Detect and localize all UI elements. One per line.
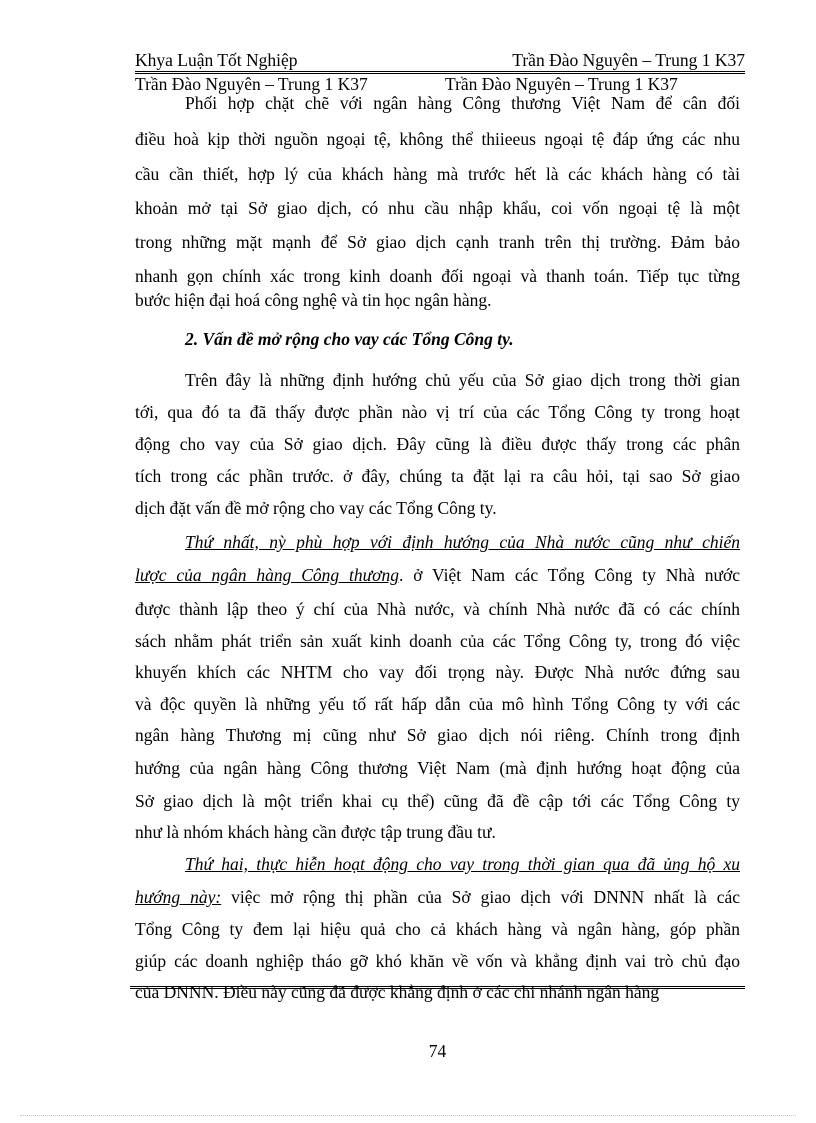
paragraph-line: Trên đây là những định hướng chủ yếu của Sở giao dịch trong thời gian: [185, 370, 740, 390]
paragraph-line: cầu cần thiết, hợp lý của khách hàng mà trước hết là các khách hàng có tài: [135, 164, 740, 184]
paragraph-line: bước hiện đại hoá công nghệ và tin học ngân hàng.: [135, 290, 492, 310]
paragraph-line: sách nhằm phát triển sản xuất kinh doanh của các Tổng Công ty, trong đó việc: [135, 631, 740, 651]
paragraph-line: được thành lập theo ý chí của Nhà nước, và chính Nhà nước đã có các chính: [135, 599, 740, 619]
body-text: việc mở rộng thị phần của Sở giao dịch với DNNN nhất là các: [221, 887, 741, 907]
header-title: Khya Luận Tốt Nghiệp: [135, 50, 298, 70]
paragraph-line: và độc quyền là những yếu tố rất hấp dẫn của mô hình Tổng Công ty với các: [135, 694, 740, 714]
emphasis-text: hướng này:: [135, 887, 222, 907]
paragraph-line: hướng của ngân hàng Công thương Việt Nam (mà định hướng hoạt động của: [135, 758, 740, 778]
paragraph-line: [135, 563, 740, 587]
subheader-author-1: Trần Đào Nguyên – Trung 1 K37: [135, 74, 368, 94]
paragraph-line: Sở giao dịch là một triển khai cụ thể) cũng đã đề cập tới các Tổng Công ty: [135, 791, 740, 811]
paragraph-line: tới, qua đó ta đã thấy được phần nào vị trí của các Tổng Công ty trong hoạt: [135, 402, 740, 422]
paragraph-line: giúp các doanh nghiệp tháo gỡ khó khăn về vốn và khẳng định vai trò chủ đạo: [135, 951, 740, 971]
paragraph-line: Phối hợp chặt chẽ với ngân hàng Công thương Việt Nam để cân đối: [185, 93, 740, 113]
emphasis-text: Thứ nhất, nỳ phù hợp với định hướng của Nhà nước cũng như chiến: [185, 532, 740, 552]
paragraph-line: tích trong các phần trước. ở đây, chúng ta đặt lại ra câu hỏi, tại sao Sở giao: [135, 466, 740, 486]
paragraph-line: khuyến khích các NHTM cho vay đối trọng này. Được Nhà nước đứng sau: [135, 662, 740, 682]
paragraph-line: của DNNN. Điều này cũng đã được khẳng định ở các chi nhánh ngân hàng: [135, 982, 660, 1002]
paragraph-line: trong những mặt mạnh để Sở giao dịch cạnh tranh trên thị trường. Đảm bảo: [135, 232, 740, 252]
paragraph-line: khoản mở tại Sở giao dịch, có nhu cầu nhập khẩu, coi vốn ngoại tệ là một: [135, 198, 740, 218]
section-heading: 2. Vấn đề mở rộng cho vay các Tổng Công ty.: [185, 329, 514, 349]
paragraph-line: động cho vay của Sở giao dịch. Đây cũng là điều được thấy trong các phân: [135, 434, 740, 454]
emphasis-text: lược của ngân hàng Công thương: [135, 565, 399, 585]
page-number: 74: [428, 1041, 447, 1061]
subheader-author-2: Trần Đào Nguyên – Trung 1 K37: [445, 74, 678, 94]
paragraph-line: điều hoà kịp thời nguồn ngoại tệ, không thể thiieeus ngoại tệ đáp ứng các nhu: [135, 129, 740, 149]
paragraph-line: [185, 530, 740, 554]
body-text: . ở Việt Nam các Tổng Công ty Nhà nước: [399, 565, 741, 585]
paragraph-line: [135, 885, 740, 909]
paragraph-line: như là nhóm khách hàng cần được tập trung đầu tư.: [135, 822, 496, 842]
running-header: [135, 50, 745, 70]
page-edge-divider: [20, 1115, 796, 1116]
emphasis-text: Thứ hai, thực hiễn hoạt động cho vay trong thời gian qua đã ủng hộ xu: [185, 854, 740, 874]
paragraph-line: ngân hàng Thương mị cũng như Sở giao dịch nói riêng. Chính trong định: [135, 725, 740, 745]
paragraph-line: dịch đặt vấn đề mở rộng cho vay các Tổng Công ty.: [135, 498, 497, 518]
header-author: Trần Đào Nguyên – Trung 1 K37: [512, 50, 745, 70]
paragraph-line: [185, 852, 740, 876]
paragraph-line: nhanh gọn chính xác trong kinh doanh đối ngoại và thanh toán. Tiếp tục từng: [135, 266, 740, 286]
paragraph-line: Tổng Công ty đem lại hiệu quả cho cả khách hàng và ngân hàng, góp phần: [135, 919, 740, 939]
footer-rule: [130, 986, 745, 989]
